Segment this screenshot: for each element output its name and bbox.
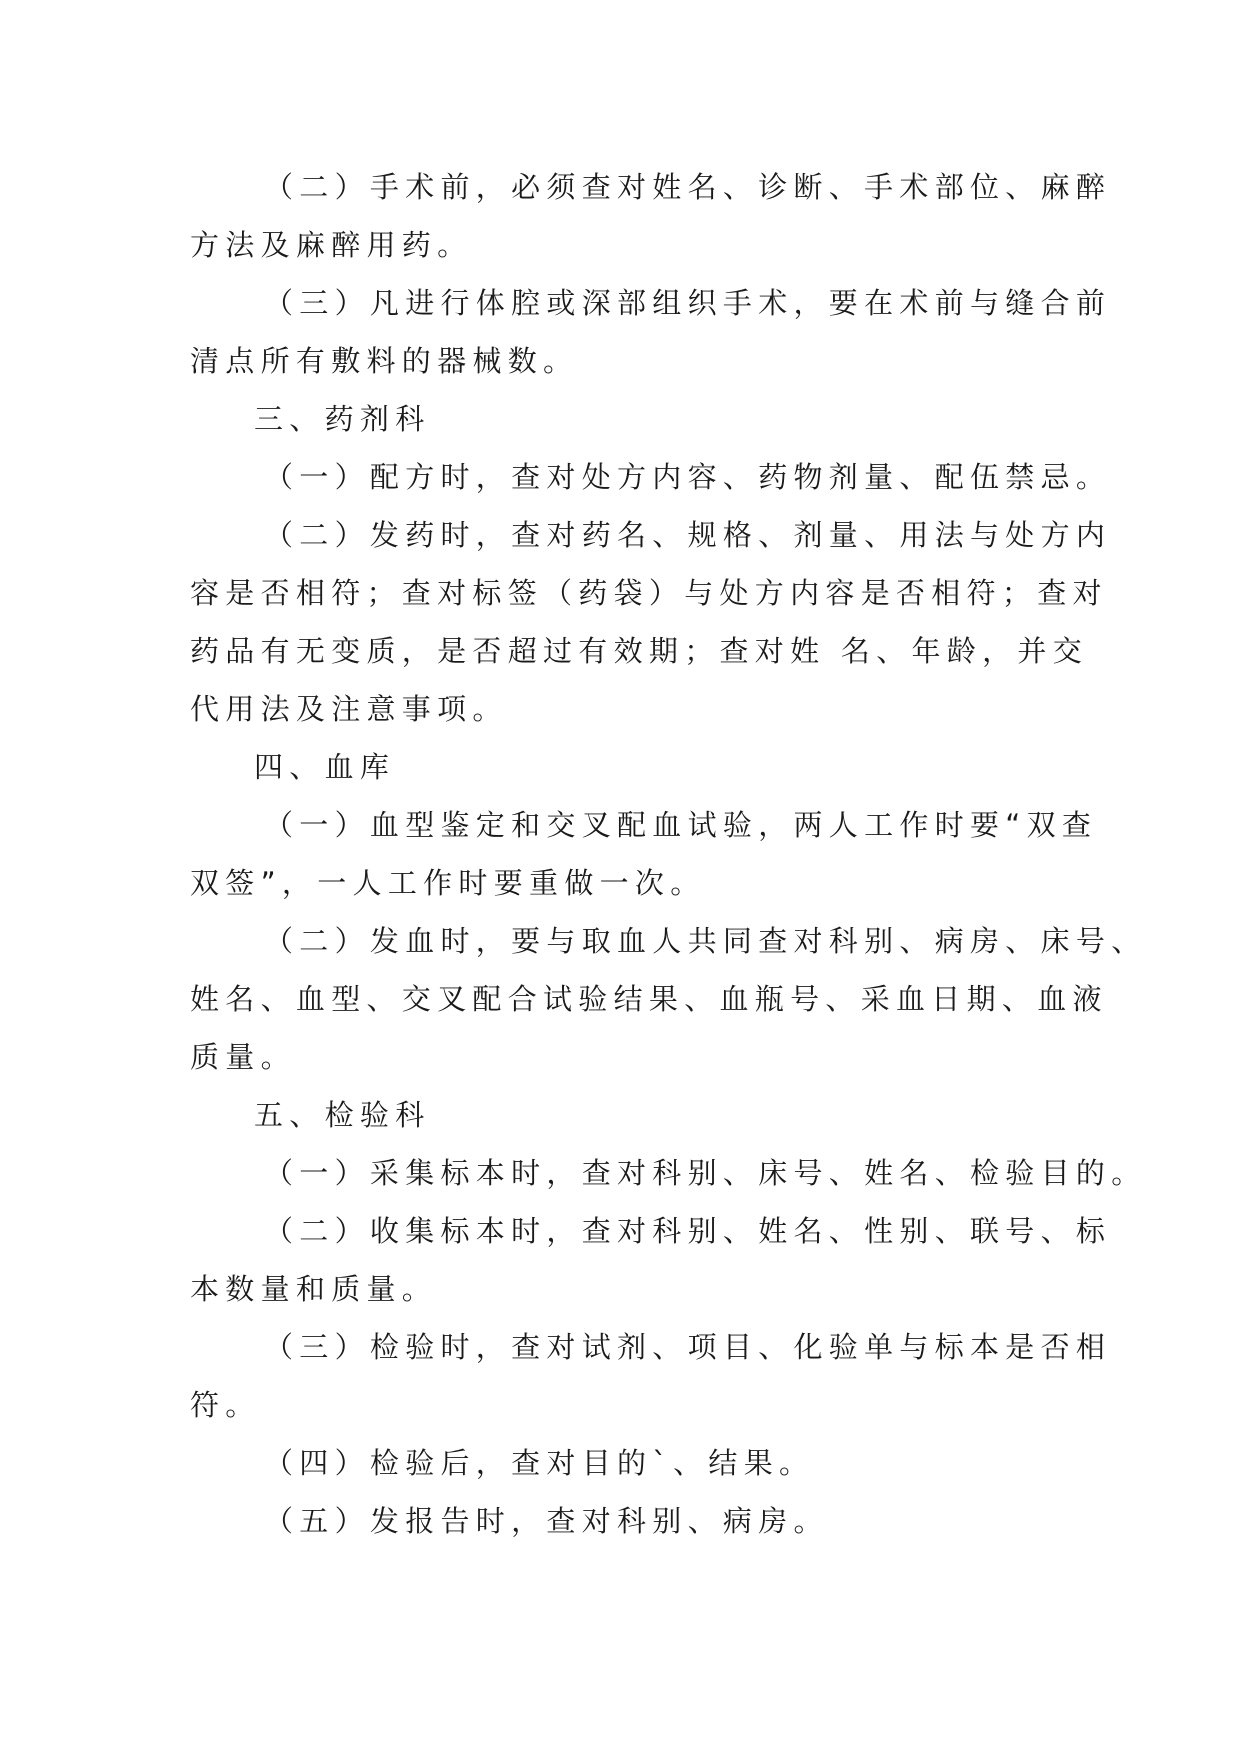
paragraph-line: （二）收集标本时，查对科别、姓名、性别、联号、标 — [264, 1214, 1112, 1248]
section-heading: 三、药剂科 — [254, 402, 431, 436]
paragraph-line: 本数量和质量。 — [190, 1272, 438, 1306]
paragraph-line: （一）配方时，查对处方内容、药物剂量、配伍禁忌。 — [264, 460, 1112, 494]
paragraph-line: 代用法及注意事项。 — [190, 692, 508, 726]
section-heading: 四、血库 — [254, 750, 396, 784]
paragraph-line: （一）血型鉴定和交叉配血试验，两人工作时要“双查 — [264, 808, 1098, 842]
paragraph-line: 质量。 — [190, 1040, 296, 1074]
paragraph-line: 双签”，一人工作时要重做一次。 — [190, 866, 706, 900]
paragraph-line: 容是否相符；查对标签（药袋）与处方内容是否相符；查对 — [190, 576, 1108, 610]
paragraph-line: 姓名、血型、交叉配合试验结果、血瓶号、采血日期、血液 — [190, 982, 1108, 1016]
paragraph-line: 符。 — [190, 1388, 261, 1422]
paragraph-line: 药品有无变质，是否超过有效期；查对姓 名、年龄，并交 — [190, 634, 1089, 668]
paragraph-line: （四）检验后，查对目的`、结果。 — [264, 1446, 815, 1480]
paragraph-line: 清点所有敷料的器械数。 — [190, 344, 579, 378]
paragraph-line: （二）发血时，要与取血人共同查对科别、病房、床号、 — [264, 924, 1147, 958]
paragraph-line: （一）采集标本时，查对科别、床号、姓名、检验目的。 — [264, 1156, 1147, 1190]
document-body — [190, 158, 1147, 1550]
paragraph-line: （二）发药时，查对药名、规格、剂量、用法与处方内 — [264, 518, 1112, 552]
paragraph-line: （二）手术前，必须查对姓名、诊断、手术部位、麻醉 — [264, 170, 1112, 204]
paragraph-line: 方法及麻醉用药。 — [190, 228, 473, 262]
paragraph-line: （三）凡进行体腔或深部组织手术，要在术前与缝合前 — [264, 286, 1112, 320]
paragraph-line: （五）发报告时，查对科别、病房。 — [264, 1504, 829, 1538]
section-heading: 五、检验科 — [254, 1098, 431, 1132]
paragraph-line: （三）检验时，查对试剂、项目、化验单与标本是否相 — [264, 1330, 1112, 1364]
